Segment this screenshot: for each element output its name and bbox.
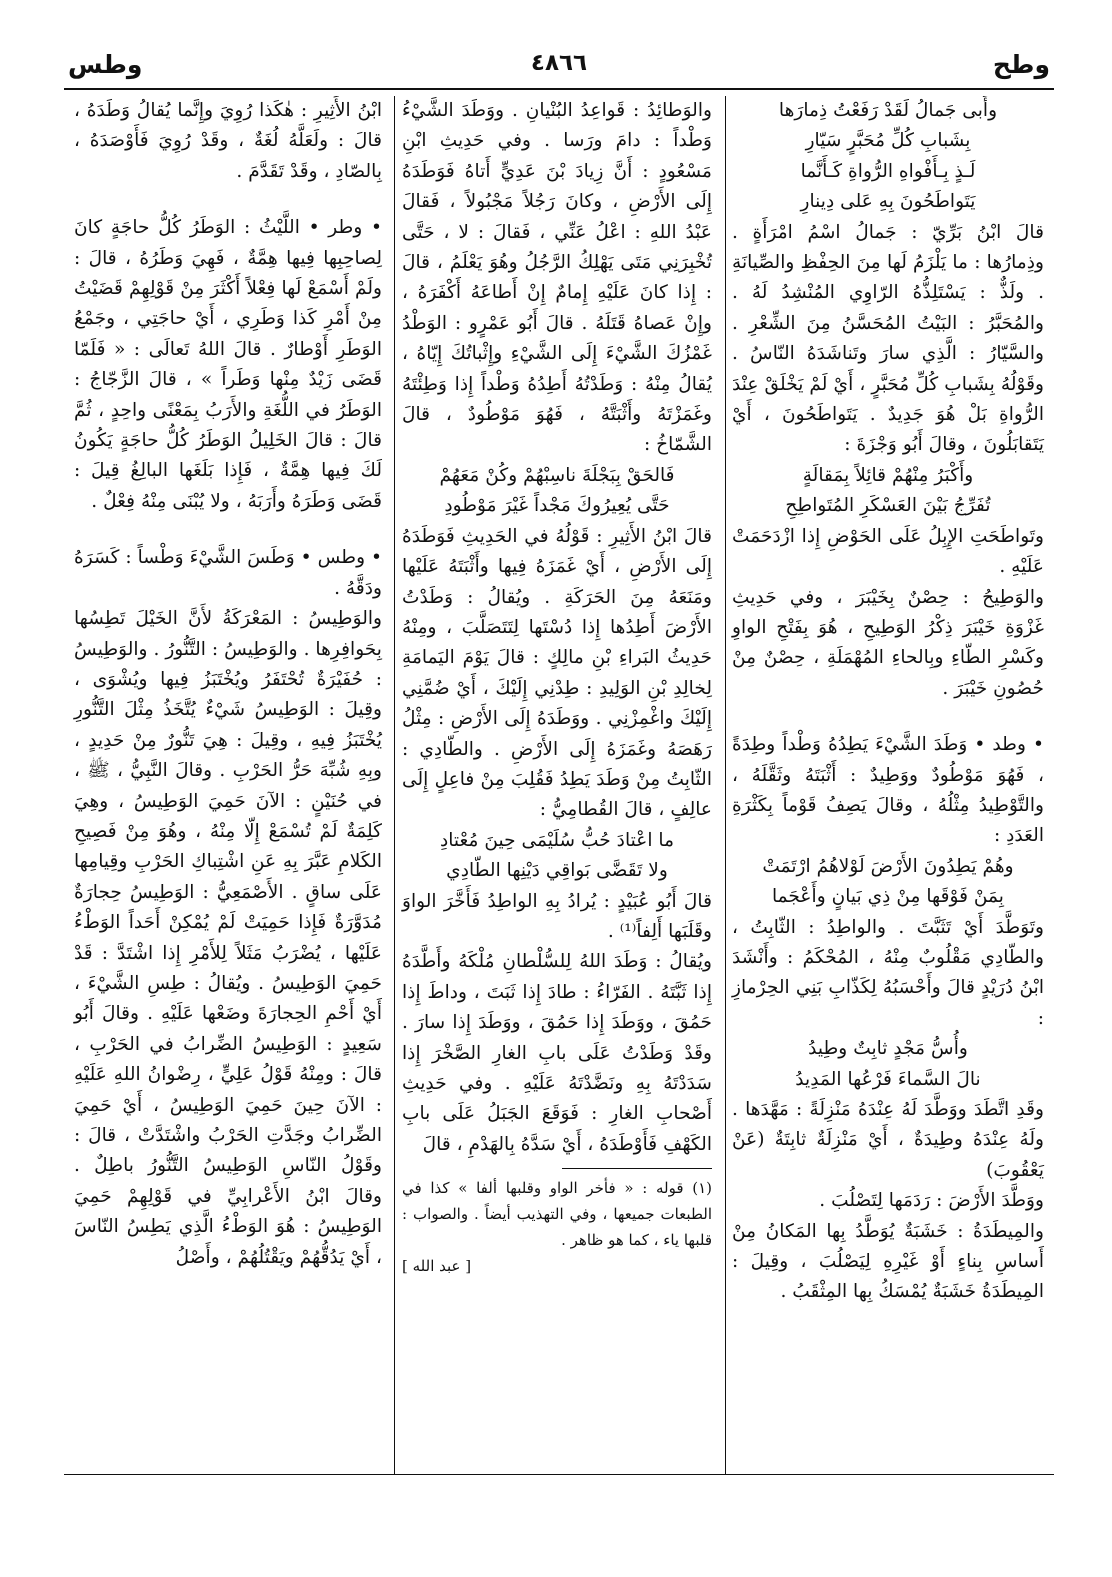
entry-watas: • وطس • وَطَسَ الشَّيْءَ وَطْساً : كَسَرَهُ ودَقَّهُ .: [74, 547, 382, 599]
header-left-word: وطس: [68, 50, 143, 79]
footnote-signature: [ عبد الله ]: [402, 1257, 472, 1276]
page-number: ٤٨٦٦: [530, 50, 588, 76]
verse-line: وأَكْبَرُ مِنْهُمْ قائِلاً بِمَقالَةٍ: [802, 464, 974, 486]
paragraph: ويُقالُ : وَطَدَ اللهُ لِلسُّلْطانِ مُلْكَهُ وأَطَّدَهُ إِذا ثَبَّتَهُ . الفَرّاءُ : طادَ إِذا ثَبَتَ ، وداطَ إِذا حَمُقَ ، ووَطَدَ إِذا حَمُقَ ، ووَطَدَ إِذا سارَ . وقَدْ وَطَدْتُ عَلَى بابِ الغارِ الصَّخْرَ إِذا سَدَدْتَهُ بِهِ ونَضَّدْتَهُ عَلَيْهِ . وفي حَدِيثِ أَصْحابِ الغارِ : فَوَقَعَ الجَبَلُ عَلَى بابِ الكَهْفِ فَأَوْطَدَهُ ، أَيْ سَدَّهُ بِالهَدْمِ ، قالَ: [402, 951, 712, 1155]
paragraph: والوَطائِدُ : قَواعِدُ البُنْيانِ . ووَطَدَ الشَّيْءُ وَطْداً : دامَ ورَسا . وفي حَدِيثِ ابْنِ مَسْعُودٍ : أَنَّ زِيادَ بْنَ عَدِيٍّ أَتاهُ فَوَطَدَهُ إِلَى الأَرْضِ ، وكانَ رَجُلاً مَجْبُولاً ، فَقالَ عَبْدُ اللهِ : اعْلُ عَنِّي ، فَقالَ : لا ، حَتَّى تُخْبِرَنِي مَتَى يَهْلِكُ الرَّجُلُ وهُوَ يَعْلَمُ ، قالَ : إِذا كانَ عَلَيْهِ إِمامٌ إِنْ أَطاعَهُ أَكْفَرَهُ ، وإِنْ عَصاهُ قَتَلَهُ . قالَ أَبُو عَمْرٍو : الوَطْدُ غَمْزُكَ الشَّيْءَ إِلَى الشَّيْءِ وإِثْباتُكَ إِيّاهُ ، يُقالُ مِنْهُ : وَطَدْتُهُ أَطِدُهُ وَطْداً إِذا وَطِئْتَهُ وغَمَزْتَهُ وأَثْبَتَّهُ ، فَهُوَ مَوْطُودٌ ، قالَ الشَّمّاخُ :: [402, 100, 712, 456]
verse-line: تُفَرِّجُ بَيْنَ العَسْكَرِ المُتَواطِحِ: [785, 495, 991, 517]
verse-line: ما اعْتادَ حُبُّ سُلَيْمَى حِينَ مُعْتادِ: [439, 829, 675, 851]
verse-line: نالَ السَّماءَ فَرْعُها المَدِيدُ: [795, 1068, 981, 1090]
verse-line: وأُسُّ مَجْدٍ ثابِتٌ وطِيدُ: [808, 1038, 968, 1060]
column-left: [64, 96, 392, 1476]
verse-line: وهُمْ يَطِدُونَ الأَرْضَ لَوْلاهُمُ ارْتَمَتْ: [762, 855, 1014, 877]
verse-line: فَالحَقْ بِبَجْلَةَ ناسِبْهُمْ وكُنْ مَعَهُمْ: [439, 464, 675, 486]
paragraph: والمِيطَدَةُ : خَشَبَةٌ يُوَطَّدُ بِها المَكانُ مِنْ أَساسِ بِناءٍ أَوْ غَيْرِهِ لِيَصْلُبَ ، وقِيلَ : المِيطَدَةُ خَشَبَةٌ يُمْسَكُ بِها المِثْقَبُ .: [732, 1220, 1044, 1303]
paragraph: قالَ ابْنُ بَرِّيّ : جَمالُ اسْمُ امْرَأَةٍ . وذِمارُها : ما يَلْزَمُ لَها مِنَ الحِفْظِ والصِّيانَةِ . ولَذٌّ : يَسْتَلِذُّهُ الرّاوِي المُنْشِدُ لَهُ . والمُحَبَّرُ : البَيْتُ المُحَسَّنُ مِنَ الشِّعْرِ . والسَّيّارُ : الَّذِي سارَ وتَناشَدَهُ النّاسُ . وقَوْلُهُ بِشَبابِ كُلِّ مُحَبَّرٍ ، أَيْ لَمْ يَخْلَقْ عِنْدَ الرُّواةِ بَلْ هُوَ جَدِيدٌ . يَتَواطَحُونَ ، أَيْ يَتَقابَلُونَ ، وقالَ أَبُو وَجْزَةَ :: [732, 221, 1044, 456]
text-columns: [64, 96, 1054, 1476]
verse-line: ولا تَقَضَّى بَواقِي دَيْنِها الطّادِي: [446, 860, 668, 882]
verse-line: لَـذٍ بِـأَفْواهِ الرُّواةِ كَـأَنَّما: [800, 160, 976, 182]
entry-watad: • وطد • وَطَدَ الشَّيْءَ يَطِدُهُ وَطْداً وطِدَةً ، فَهُوَ مَوْطُودٌ ووَطِيدٌ : أَثْبَتَهُ وثَقَّلَهُ ، والتَّوْطِيدُ مِثْلُهُ ، وقالَ يَصِفُ قَوْماً بِكَثْرَةِ العَدَدِ :: [732, 734, 1044, 847]
column-right: [722, 96, 1054, 1476]
footer-rule: [64, 1474, 1054, 1475]
verse-line: حَتَّى يُعِيرُوكَ مَجْداً غَيْرَ مَوْطُودِ: [444, 495, 670, 517]
footnote-rule: [562, 1168, 712, 1169]
paragraph: والوَطِيحُ : حِصْنٌ بِخَيْبَرَ ، وفي حَدِيثِ غَزْوَةِ خَيْبَرَ ذِكْرُ الوَطِيحِ ، هُوَ بِفَتْحِ الواوِ وكَسْرِ الطّاءِ وبِالحاءِ المُهْمَلَةِ ، حِصْنٌ مِنْ حُصُونِ خَيْبَرَ .: [732, 586, 1044, 699]
column-middle: [392, 96, 722, 1476]
footnote: (١) قوله : « فأخر الواو وقلبها ألفا » كذا في الطبعات جميعها ، وفي التهذيب أيضاً . والصواب : قلبها ياء ، كما هو ظاهر .: [402, 1179, 712, 1250]
paragraph: ابْنُ الأَثِيرِ : هٰكَذا رُوِيَ وإِنَّما يُقالُ وَطَدَهُ ، قالَ : ولَعَلَّهُ لُغَةٌ ، وقَدْ رُوِيَ فَأَوْصَدَهُ ، بِالصّادِ ، وقَدْ تَقَدَّمَ .: [74, 100, 382, 182]
header-rule: [64, 88, 1054, 90]
verse-line: وأَبى جَمالُ لَقَدْ رَفَعْتُ ذِمارَها: [778, 100, 998, 121]
paragraph: قالَ ابْنُ الأَثِيرِ : قَوْلُهُ في الحَدِيثِ فَوَطَدَهُ إِلَى الأَرْضِ ، أَيْ غَمَزَهُ فِيها وأَثْبَتَهُ عَلَيْها ومَنَعَهُ مِنَ الحَرَكَةِ . ويُقالُ : وَطَدْتُ الأَرْضَ أَطِدُها إِذا دُسْتَها لِتَتَصَلَّبَ ، ومِنْهُ حَدِيثُ البَراءِ بْنِ مالِكٍ : قالَ يَوْمَ اليَمامَةِ لِخالِدِ بْنِ الوَلِيدِ : طِدْنِي إِلَيْكَ ، أَيْ ضُمَّنِي إِلَيْكَ واغْمِزْنِي . ووَطَدَهُ إِلَى الأَرْضِ : مِثْلُ رَهَصَهُ وغَمَزَهُ إِلَى الأَرْضِ . والطّادِي : الثّابِتُ مِنْ وَطَدَ يَطِدُ فَقُلِبَ مِنْ فاعِلٍ إِلَى عالِفٍ ، قالَ القُطامِيُّ :: [402, 525, 712, 821]
paragraph: وتَواطَحَتِ الإِبِلُ عَلَى الحَوْضِ إِذا ازْدَحَمَتْ عَلَيْهِ .: [732, 525, 1044, 578]
verse-line: بِمَنْ فَوْقَها مِنْ ذِي بَيانٍ وأَعْجَما: [772, 886, 1004, 908]
page-header: [64, 50, 1054, 90]
paragraph: وتَوَطَّدَ أَيْ تَثَبَّتَ . والواطِدُ : الثّابِتُ ، والطّادِي مَقْلُوبٌ مِنْهُ ، المُحْكَمُ : وأَنْشَدَ ابْنُ دُرَيْدٍ قالَ وأَحْسَبُهُ لِكَذّابِ بَنِي الحِرْمازِ :: [732, 916, 1044, 1029]
paragraph: والوَطِيسُ : المَعْرَكَةُ لأَنَّ الخَيْلَ تَطِسُها بِحَوافِرِها . والوَطِيسُ : التَّنُّورُ . والوَطِيسُ : حُفَيْرَةٌ تُحْتَفَرُ ويُخْتَبَزُ فِيها ويُشْوَى ، وقِيلَ : الوَطِيسُ شَيْءٌ يُتَّخَذُ مِثْلَ التَّنُّورِ يُخْتَبَزُ فِيهِ ، وقِيلَ : هِيَ تَنُّورٌ مِنْ حَدِيدٍ ، وبِهِ شُبِّهَ حَرُّ الحَرْبِ . وقالَ النَّبِيُّ ، ﷺ ، في حُنَيْنٍ : الآنَ حَمِيَ الوَطِيسُ ، وهِيَ كَلِمَةٌ لَمْ تُسْمَعْ إِلّا مِنْهُ ، وهُوَ مِنْ فَصِيحِ الكَلامِ عَبَّرَ بِهِ عَنِ اشْتِباكِ الحَرْبِ وقِيامِها عَلَى ساقٍ . الأَصْمَعِيُّ : الوَطِيسُ حِجارَةٌ مُدَوَّرَةٌ فَإِذا حَمِيَتْ لَمْ يُمْكِنْ أَحَداً الوَطْءُ عَلَيْها ، يُضْرَبُ مَثَلاً لِلأَمْرِ إِذا اشْتَدَّ : قَدْ حَمِيَ الوَطِيسُ . ويُقالُ : طِسِ الشَّيْءَ ، أَيْ أَحْمِ الحِجارَةَ وضَعْها عَلَيْهِ . وقالَ أَبُو سَعِيدٍ : الوَطِيسُ الضِّرابُ في الحَرْبِ ، قالَ : ومِنْهُ قَوْلُ عَلِيٍّ ، رِضْوانُ اللهِ عَلَيْهِ : الآنَ حِينَ حَمِيَ الوَطِيسُ ، أَيْ حَمِيَ الضِّرابُ وجَدَّتِ الحَرْبُ واشْتَدَّتْ ، قالَ : وقَوْلُ النّاسِ الوَطِيسُ التَّنُّورُ باطِلٌ . وقالَ ابْنُ الأَعْرابِيِّ في قَوْلِهِمْ حَمِيَ الوَطِيسُ : هُوَ الوَطْءُ الَّذِي يَطِسُ النّاسَ ، أَيْ يَدُقُّهُمْ ويَقْتُلُهُمْ ، وأَصْلُ: [74, 608, 382, 1268]
paragraph: ووَطَّدَ الأَرْضَ : رَدَمَها لِتَصْلُبَ .: [819, 1190, 1044, 1212]
entry-watar: • وطر • اللَّيْثُ : الوَطَرُ كُلُّ حاجَةٍ كانَ لِصاحِبِها فِيها هِمَّةٌ ، فَهِيَ وَطَرُهُ ، قالَ : ولَمْ أَسْمَعْ لَها فِعْلاً أَكْثَرَ مِنْ قَوْلِهِمْ قَضَيْتُ مِنْ أَمْرِ كَذا وَطَرِي ، أَيْ حاجَتِي ، وجَمْعُ الوَطَرِ أَوْطارٌ . قالَ اللهُ تَعالَى : « فَلَمّا قَضَى زَيْدٌ مِنْها وَطَراً » ، قالَ الزَّجّاجُ : الوَطَرُ في اللُّغَةِ والأَرَبُ بِمَعْنًى واحِدٍ ، ثُمَّ قالَ : قالَ الخَلِيلُ الوَطَرُ كُلُّ حاجَةٍ يَكُونُ لَكَ فِيها هِمَّةٌ ، فَإِذا بَلَغَها البالِغُ قِيلَ : قَضَى وَطَرَهُ وأَرَبَهُ ، ولا يُبْنَى مِنْهُ فِعْلٌ .: [74, 217, 382, 512]
header-right-word: وطح: [992, 50, 1050, 79]
verse-line: بِشَبابِ كُلِّ مُحَبَّرٍ سَيّارِ: [805, 130, 971, 152]
paragraph: قالَ أَبُو عُبَيْدٍ : يُرادُ بِهِ الواطِدُ فَأَخَّرَ الواوَ وقَلَبَها أَلِفاً⁽¹⁾ .: [402, 890, 712, 942]
verse-line: يَتَواطَحُونَ بِهِ عَلى دِينارِ: [800, 191, 976, 213]
paragraph: وقَدِ اتَّطَدَ ووَطَّدَ لَهُ عِنْدَهُ مَنْزِلَةً : مَهَّدَها . ولَهُ عِنْدَهُ وطِيدَةٌ ، أَيْ مَنْزِلَةٌ ثابِتَةٌ (عَنْ يَعْقُوبَ): [732, 1099, 1044, 1181]
